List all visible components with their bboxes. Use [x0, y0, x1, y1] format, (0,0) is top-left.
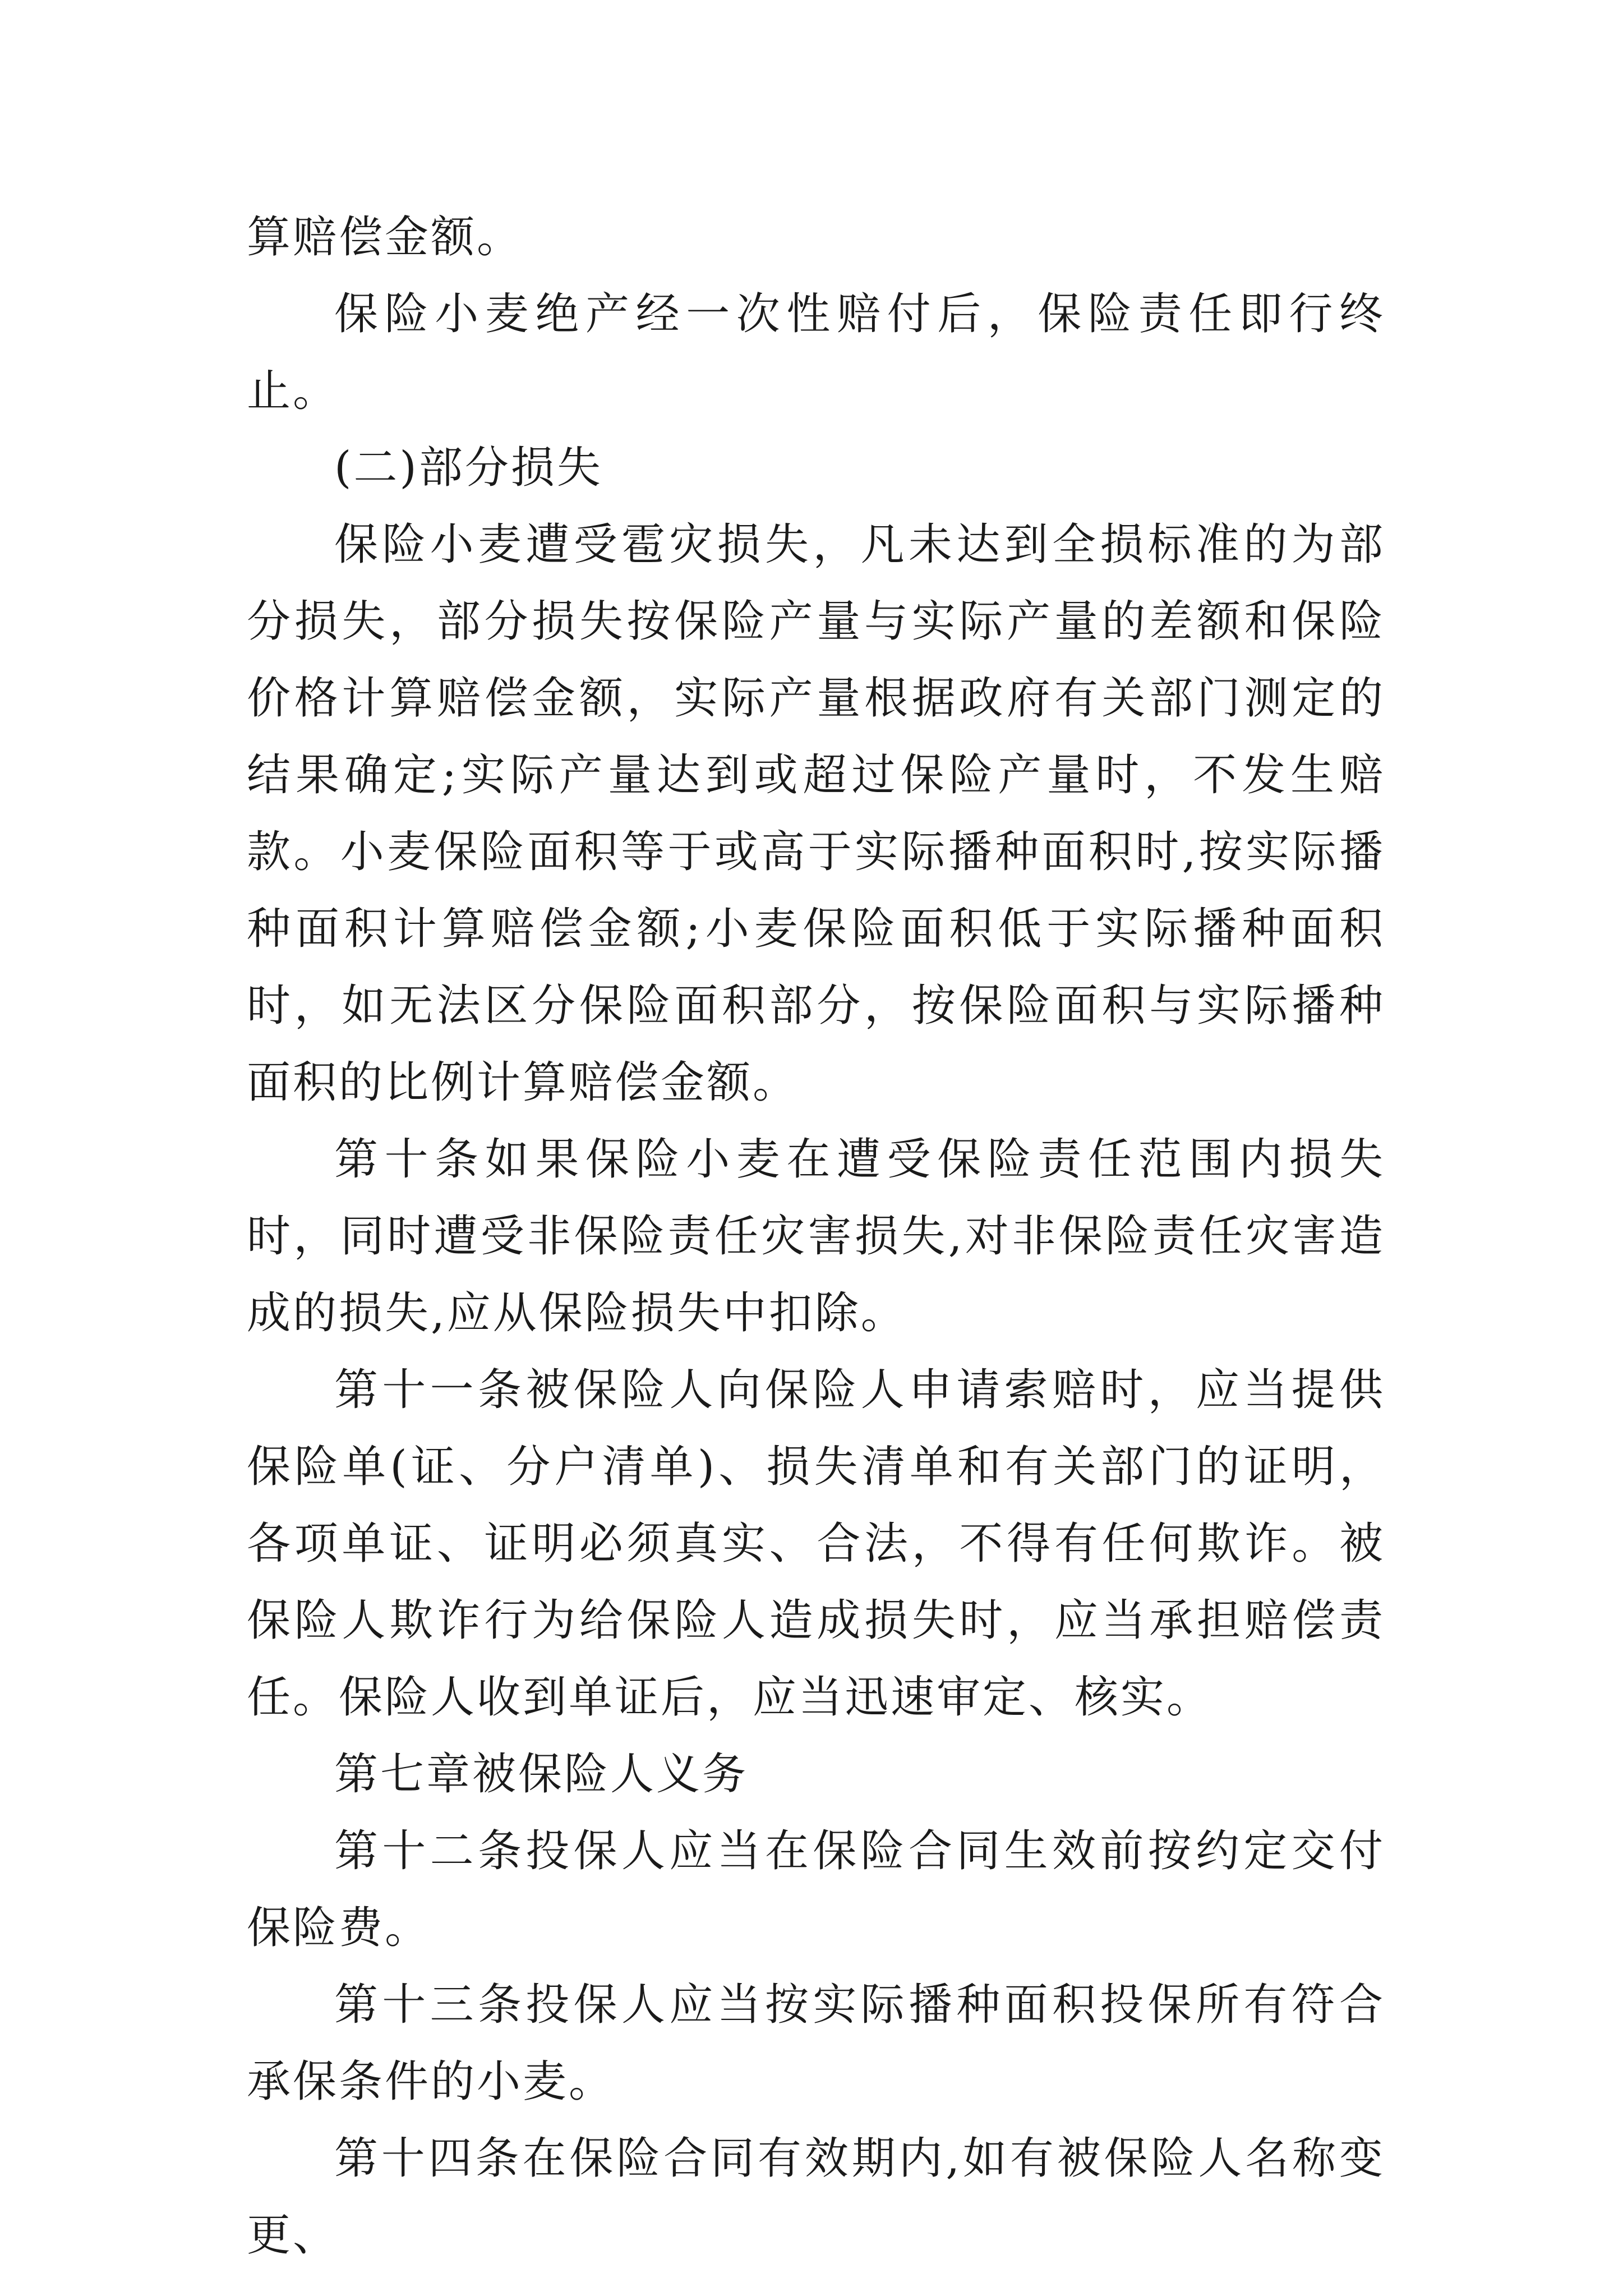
article-14: 第十四条在保险合同有效期内,如有被保险人名称变更、: [247, 2133, 1385, 2261]
article-13: 第十三条投保人应当按实际播种面积投保所有符合承保条件的小麦。: [247, 1980, 1385, 2107]
chapter-7-heading: 第七章被保险人义务: [334, 1749, 749, 1800]
paragraph-2: 保险小麦绝产经一次性赔付后，保险责任即行终止。: [247, 289, 1385, 416]
article-12: 第十二条投保人应当在保险合同生效前按约定交付保险费。: [247, 1826, 1385, 1953]
article-11: 第十一条被保险人向保险人申请索赔时，应当提供保险单(证、分户清单)、损失清单和有关部门的证明，各项单证、证明必须真实、合法，不得有任何欺诈。被保险人欺诈行为给保险人造成损失时，应当承担赔偿责任。保险人收到单证后，应当迅速审定、核实。: [247, 1365, 1385, 1723]
paragraph-1: 算赔偿金额。: [247, 212, 523, 263]
section-heading-partial-loss: (二)部分损失: [334, 443, 603, 493]
document-body: [247, 199, 1385, 2274]
paragraph-4: 保险小麦遭受雹灾损失，凡未达到全损标准的为部分损失，部分损失按保险产量与实际产量的差额和保险价格计算赔偿金额，实际产量根据政府有关部门测定的结果确定;实际产量达到或超过保险产量时，不发生赔款。小麦保险面积等于或高于实际播种面积时,按实际播种面积计算赔偿金额;小麦保险面积低于实际播种面积时，如无法区分保险面积部分，按保险面积与实际播种面积的比例计算赔偿金额。: [247, 519, 1385, 1108]
article-10: 第十条如果保险小麦在遭受保险责任范围内损失时，同时遭受非保险责任灾害损失,对非保险责任灾害造成的损失,应从保险损失中扣除。: [247, 1134, 1385, 1338]
